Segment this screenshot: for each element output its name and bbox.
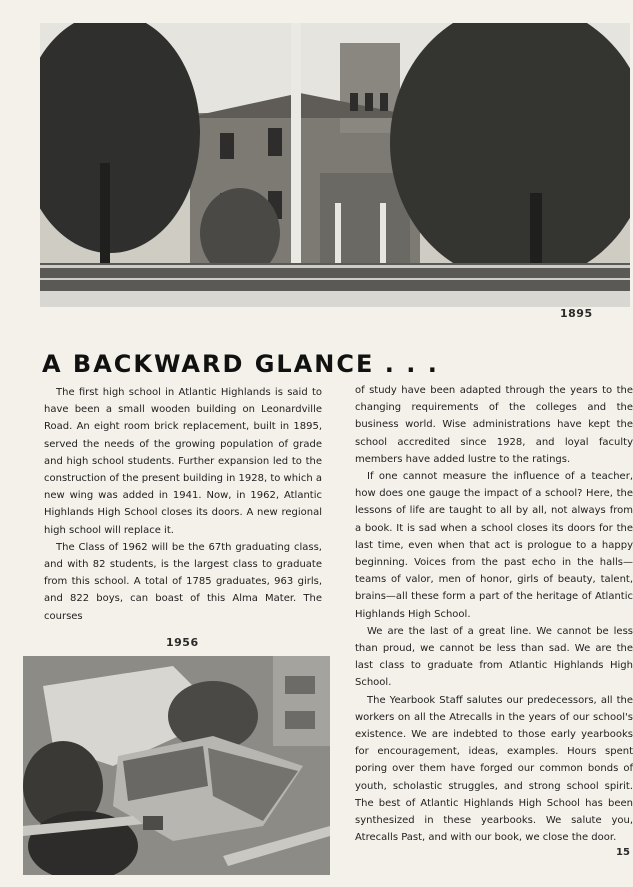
page-number: 15 (616, 847, 630, 858)
paragraph: The Class of 1962 will be the 67th graduating class, and with 82 students, is the largest class to graduate from this school. A total of 1785 graduates, 963 girls, and 822 boys, can boast of this Alma Mater. The courses (44, 541, 322, 622)
paragraph: The Yearbook Staff salutes our predecessors, all the workers on all the Atrecalls in the years of our school's existence. We are indebted to those early yearbooks for encouragement, ideas, examples. Hours spent poring over them have forged our common bonds of youth, scholastic struggles, and strong school spirit. The best of Atlantic Highlands High School has been synthesized in these yearbooks. We salute you, Atrecalls Past, and with our book, we close the door. (355, 694, 633, 844)
paragraph: If one cannot measure the influence of a teacher, how does one gauge the impact of a school? Here, the lessons of life are taught to all by all, not always from a book. It is sad when a school closes its doors for the last time, even when that act is prologue to a happy beginning. Voices from the past echo in the halls—teams of valor, men of honor, girls of beauty, talent, brains—all these form a part of the heritage of Atlantic Highlands High School. (355, 471, 633, 620)
article-right-column (355, 382, 633, 846)
article-left-column (44, 384, 322, 625)
photo-caption-bottom: 1956 (166, 636, 199, 649)
paragraph: The first high school in Atlantic Highlands is said to have been a small wooden building on Leonardville Road. An eight room brick replacement, built in 1895, served the needs of the growing population of grade and high school students. Further expansion led to the construction of the present building in 1928, to which a new wing was added in 1941. Now, in 1962, Atlantic Highlands High School closes its doors. A new regional high school will replace it. (44, 387, 322, 536)
photo-caption-top: 1895 (560, 307, 593, 320)
school-1895-photo (40, 23, 630, 307)
paragraph: of study have been adapted through the years to the changing requirements of the colleges and the business world. Wise administrations have kept the school accredited since 1928, and loyal faculty members have added lustre to the ratings. (355, 385, 633, 465)
school-1956-aerial-photo (23, 656, 330, 875)
page-headline: A BACKWARD GLANCE . . . (42, 350, 439, 379)
paragraph: We are the last of a great line. We cannot be less than proud, we cannot be less than sad. We are the last class to graduate from Atlantic Highlands High School. (355, 625, 633, 689)
